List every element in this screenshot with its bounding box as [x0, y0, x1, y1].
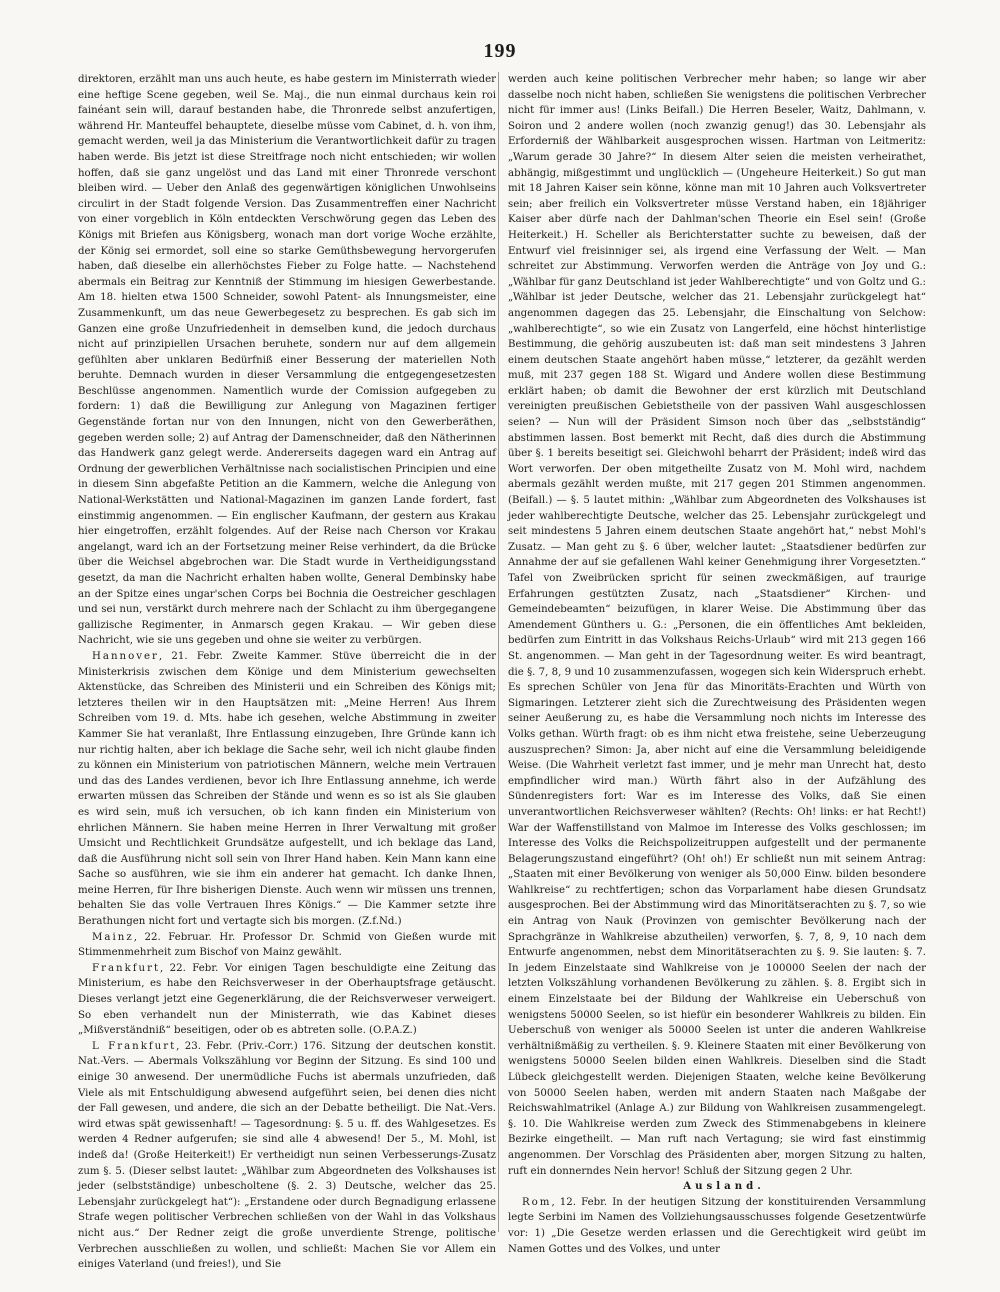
article-paragraph — [78, 649, 496, 930]
article-paragraph — [508, 1195, 926, 1257]
article-text: , 21. Febr. Zweite Kammer. Stüve überreicht die in der Ministerkrisis zwischen dem Könige und dem Ministerium gewechselten Aktenstücke, das Schreiben des Ministerii und ein Schreiben des Königs mit; letzteres theilen wir in den Hauptsätzen mit: „Meine Herren! Aus Ihrem Schreiben vom 19. d. Mts. habe ich gesehen, welche Abstimmung in zweiter Kammer Sie hat veranlaßt, Ihre Entlassung einzugeben, Ihre Gründe kann ich nur richtig halten, aber ich beklage die Sache sehr, weil ich nicht glaube finden zu können ein Ministerium von patriotischen Männern, welche mein Vertrauen und das des Landes verdienen, bevor ich Ihre Entlassung annehme, ich werde erwarten müssen das Schreiben der Stände und wenn es so ist als Sie glauben es wird sein, muß ich versuchen, ob ich kann finden ein Ministerium von ehrlichen Männern. Sie haben meine Herren in Ihrer Verwaltung mit großer Umsicht und Rechtlichkeit Grundsätze aufgestellt, und ich beklage das Land, daß die Ausführung nicht soll sein von Ihrer Hand haben. Kein Mann kann eine Sache so ausführen, wie sie ihm ein anderer hat gemacht. Ich danke Ihnen, meine Herren, für Ihre bisherigen Dienste. Auch wenn wir müssen uns trennen, behalten Sie das volle Vertrauen Ihres Königs.“ — Die Kammer setzte ihre Berathungen nicht fort und vertagte sich bis morgen. (Z.f.Nd.) — [78, 650, 496, 928]
section-heading: Ausland. — [683, 1180, 765, 1193]
dateline-place: Rom — [522, 1196, 552, 1208]
dateline-place: Hannover — [92, 650, 159, 662]
article-paragraph — [78, 1039, 496, 1273]
article-paragraph: werden auch keine politischen Verbrecher mehr haben; so lange wir aber dasselbe noch nicht haben, schließen Sie wenigstens die politischen Verbrecher nicht für immer aus! (Links Beifall.) Die Herren Beseler, Waitz, Dahlmann, v. Soiron und 2 andere wollen (noch zwanzig genug!) das 30. Lebensjahr als Erforderniß der Wählbarkeit ausgesprochen wissen. Hartman von Leitmeritz: „Warum gerade 30 Jahre?“ In diesem Alter seien die meisten verheirathet, abhängig, mißgestimmt und unglücklich — (Ungeheure Heiterkeit.) So gut man mit 18 Jahren Kaiser sein könne, könne man mit 10 Jahren auch Volksvertreter sein; aber freilich ein Volksvertreter müsse Verstand haben, ein 18jähriger Kaiser aber dürfe nach der Dahlman'schen Theorie ein Esel sein! (Große Heiterkeit.) H. Scheller als Berichterstatter suchte zu beweisen, daß der Entwurf viel freisinniger sei, als irgend eine Verfassung der Welt. — Man schreitet zur Abstimmung. Verworfen werden die Anträge von Joy und G.: „Wählbar für ganz Deutschland ist jeder Wahlberechtigte“ und von Goltz und G.: „Wählbar ist jeder Deutsche, welcher das 21. Lebensjahr zurückgelegt hat“ angenommen dagegen das 25. Lebensjahr, die Einschaltung von Selchow: „wahlberechtigte“, so wie ein Zusatz von Langerfeld, eine höchst hinterlistige Bestimmung, die gehörig auszubeuten ist: daß man seit mindestens 3 Jahren einem deutschen Staate angehört haben müsse,“ letzterer, da gezählt werden muß, mit 237 gegen 188 St. Wigard und Andere wollen diese Bestimmung erklärt haben; ob damit die Bewohner der erst kürzlich mit Deutschland vereinigten preußischen Gebietstheile von der passiven Wahl ausgeschlossen seien? — Nun will der Präsident Simson noch über das „selbstständig“ abstimmen lassen. Bost bemerkt mit Recht, daß dies durch die Abstimmung über §. 1 bereits beseitigt sei. Gleichwohl beharrt der Präsident; indeß wird das Wort verworfen. Der oben mitgetheilte Zusatz von M. Mohl wird, nachdem abermals gezählt werden mußte, mit 217 gegen 201 Stimmen angenommen. (Beifall.) — §. 5 lautet mithin: „Wählbar zum Abgeordneten des Volkshauses ist jeder wahlberechtigte Deutsche, welcher das 25. Lebensjahr zurückgelegt und seit mindestens 5 Jahren einem deutschen Staate angehört hat,“ nebst Mohl's Zusatz. — Man geht zu §. 6 über, welcher lautet: „Staatsdiener bedürfen zur Annahme der auf sie gefallenen Wahl keiner Genehmigung ihrer Vorgesetzten.“ Tafel von Zweibrücken spricht für seinen zweckmäßigen, auf traurige Erfahrungen gestützten Zusatz, nach „Staatsdiener“ Kirchen- und Gemeindebeamten“ beizufügen, in klarer Weise. Die Abstimmung über das Amendement Günthers u. G.: „Personen, die ein öffentliches Amt bekleiden, bedürfen zum Eintritt in das Volkshaus Reichs-Urlaub“ wird mit 213 gegen 166 St. angenommen. — Man geht in der Tagesordnung weiter. Es wird beantragt, die §. 7, 8, 9 und 10 zusammenzufassen, wogegen sich kein Widerspruch erhebt. Es sprechen Schüler von Jena für das Minoritäts-Erachten und Würth von Sigmaringen. Letzterer zieht sich die Zurechtweisung des Präsidenten wegen seiner Aeußerung zu, es habe die Versammlung noch nichts im Interesse des Volks gethan. Würth fragt: ob es ihm nicht etwa freistehe, seine Ueberzeugung auszusprechen? Simon: Ja, aber nicht auf eine die Versammlung beleidigende Weise. (Die Wahrheit verletzt fast immer, und je mehr man Unrecht hat, desto empfindlicher wird man.) Würth fährt also in der Aufzählung des Sündenregisters fort: War es im Interesse des Volks, daß Sie einen unverantwortlichen Reichsverweser wählten? (Rechts: Oh! links: er hat Recht!) War der Waffenstillstand von Malmoe im Interesse des Volks geschlossen; im Interesse des Volks die Reichspolizeitruppen aufgestellt und der permanente Belagerungszustand eingeführt? (Oh! oh!) Er schließt nun mit seinem Antrag: „Staaten mit einer Bevölkerung von weniger als 50,000 Einw. bilden besondere Wahlkreise“ zu rechtfertigen; schon das Vorparlament habe diesen Grundsatz ausgesprochen. Bei der Abstimmung wird das Minoritätserachten zu §. 7, so wie ein Antrag von Nauk (Provinzen von gemischter Bevölkerung nach der Sprachgränze in Wahlkreise abzutheilen) verworfen, §. 7, 8, 9, 10 nach dem Entwurfe angenommen, nebst dem Minoritätserachten zu §. 9. Sie lauten: §. 7. In jedem Einzelstaate sind Wahlkreise von je 100000 Seelen der nach der letzten Volkszählung vorhandenen Bevölkerung zu zählen. §. 8. Ergibt sich in einem Einzelstaate bei der Bildung der Wahlkreise ein Ueberschuß von wenigstens 50000 Seelen, so ist hiefür ein besonderer Wahlkreis zu bilden. Ein Ueberschuß von weniger als 50000 Seelen ist unter die anderen Wahlkreise verhältnißmäßig zu vertheilen. §. 9. Kleinere Staaten mit einer Bevölkerung von wenigstens 50000 Seelen bilden einen Wahlkreis. Dieselben sind die Stadt Lübeck gleichgestellt werden. Diejenigen Staaten, welche keine Bevölkerung von 50000 Seelen haben, werden mit andern Staaten nach Maßgabe der Reichswahlmatrikel (Anlage A.) zur Bildung von Wahlkreisen zusammengelegt. §. 10. Die Wahlkreise werden zum Zweck des Stimmenabgebens in kleinere Bezirke eingetheilt. — Man ruft nach Vertagung; sie wird fast einstimmig angenommen. Der Vorschlag des Präsidenten aber, morgen Sitzung zu halten, ruft ein donnerndes Nein hervor! Schluß der Sitzung gegen 2 Uhr. — [508, 74, 926, 1177]
dateline-place: Mainz — [92, 931, 134, 943]
article-paragraph: direktoren, erzählt man uns auch heute, es habe gestern im Ministerrath wieder eine heftige Scene gegeben, weil Se. Maj., die nun einmal durchaus kein roi fainéant sein will, darauf bestanden habe, die Thronrede selbst anzufertigen, während Hr. Manteuffel behauptete, dieselbe müsse vom Cabinet, d. h. von ihm, gemacht werden, weil ja das Ministerium die Verantwortlichkeit dafür zu tragen haben werde. Bis jetzt ist diese Streitfrage noch nicht entschieden; wir wollen hoffen, daß sie ganz ungelöst und das Land mit einer Thronrede verschont bleiben wird. — Ueber den Anlaß des gegenwärtigen königlichen Unwohlseins circulirt in der Stadt folgende Version. Das Zusammentreffen einer Nachricht von einer vorgeblich in Köln entdeckten Verschwörung gegen das Leben des Königs mit Briefen aus Königsberg, wonach man dort vorige Woche erzählte, der König sei ermordet, soll eine so starke Gemüthsbewegung hervorgerufen haben, daß dieselbe ein allerhöchstes Fieber zu Folge hatte. — Nachstehend abermals ein Beitrag zur Kenntniß der Stimmung im hiesigen Gewerbestande. Am 18. hielten etwa 1500 Schneider, sowohl Patent- als Innungsmeister, eine Zusammenkunft, um das neue Gewerbegesetz zu besprechen. Es gab sich im Ganzen eine große Unzufriedenheit in demselben kund, die jedoch durchaus nicht auf prinzipiellen Ursachen beruhete, sondern nur auf dem allgemein gefühlten aber unklaren Bedürfniß einer Besserung der materiellen Noth beruhte. Demnach wurden in dieser Versammlung die entgegengesetzesten Beschlüsse angenommen. Namentlich wurde der Comission aufgegeben zu fordern: 1) daß die Bewilligung zur Anlegung von Magazinen fertiger Gegenstände fortan nur von den Innungen, nicht von den Gewerberäthen, gegeben werden solle; 2) auf Antrag der Damenschneider, daß den Nätherinnen das Handwerk ganz gelegt werde. Andererseits dagegen ward ein Antrag auf Ordnung der gewerblichen Verhältnisse nach socialistischen Principien und eine in diesem Sinn abgefaßte Petition an die Kammern, welche die Anlegung von National-Werkstätten und National-Magazinen im ganzen Lande fordert, fast einstimmig angenommen. — Ein englischer Kaufmann, der gestern aus Krakau hier eingetroffen, erzählt folgendes. Auf der Reise nach Cherson vor Krakau angelangt, ward ich an der Fortsetzung meiner Reise verhindert, da die Brücke über die Weichsel abgebrochen war. Die Stadt wurde in Vertheidigungsstand gesetzt, da man die Nachricht erhalten haben wollte, General Dembinsky habe an der Spitze eines ungar'schen Corps bei Bochnia die Oestreicher geschlagen und sei nun, verstärkt durch mehrere nach der Schlacht zu ihm übergegangene gallizische Regimenter, in Anmarsch gegen Krakau. — Wir geben diese Nachricht, wie sie uns gegeben und ohne sie weiter zu verbürgen. — [78, 74, 496, 647]
column-divider — [498, 72, 499, 1232]
article-paragraph — [78, 930, 496, 961]
dateline-place: Frankfurt — [92, 962, 161, 974]
article-text: , 12. Febr. In der heutigen Sitzung der konstituirenden Versammlung legte Serbini im Namen des Vollziehungsausschusses folgende Gesetzentwürfe vor: 1) „Die Gesetze werden erlassen und die Gerechtigkeit wird geübt im Namen Gottes und des Volkes, und unter — [508, 1196, 926, 1255]
left-column — [78, 72, 496, 1273]
dateline-place: L Frankfurt — [92, 1040, 177, 1052]
article-text: , 22. Febr. Vor einigen Tagen beschuldigte eine Zeitung das Ministerium, es habe den Reichsverweser in der Oberhauptsfrage getäuscht. Dieses verlangt jetzt eine Gegenerklärung, die der Reichsverweser verweigert. So eben verhandelt nun der Ministerrath, wie das Kabinet dieses „Mißverständniß“ beseitigen, oder ob es abtreten solle. (O.P.A.Z.) — [78, 962, 496, 1037]
article-text: , 23. Febr. (Priv.-Corr.) 176. Sitzung der deutschen konstit. Nat.-Vers. — Abermals Volkszählung vor Beginn der Sitzung. Es sind 100 und einige 30 anwesend. Der unermüdliche Fuchs ist abermals unzufrieden, daß Viele als mit Entschuldigung abwesend aufgeführt seien, bei denen dies nicht der Fall gewesen, und andere, die sich an der Debatte betheiligt. Die Nat.-Vers. wird etwas spät gewissenhaft! — Tagesordnung: §. 5 u. ff. des Wahlgesetzes. Es werden 4 Redner aufgerufen; sie sind alle 4 abwesend! Der 5., M. Mohl, ist indeß da! (Große Heiterkeit!) Er vertheidigt nun seinen Verbesserungs-Zusatz zum §. 5. (Dieser selbst lautet: „Wählbar zum Abgeordneten des Volkshauses ist jeder (selbstständige) unbescholtene (§. 2. 3) Deutsche, welcher das 25. Lebensjahr zurückgelegt hat“): „Erstandene oder durch Begnadigung erlassene Strafe wegen politischer Verbrechen schließen von der Wahl in das Volkshaus nicht aus.“ Der Redner zeigt die große unverdiente Strenge, politische Verbrechen ausschließen zu wollen, und schließt: Machen Sie vor Allem ein einiges Vaterland (und freies!), und Sie — [78, 1040, 496, 1271]
article-text: , 22. Februar. Hr. Professor Dr. Schmid von Gießen wurde mit Stimmenmehrheit zum Bischof von Mainz gewählt. — [78, 931, 496, 959]
right-column — [508, 72, 926, 1257]
article-paragraph — [78, 961, 496, 1039]
page-number: 199 — [483, 40, 517, 62]
